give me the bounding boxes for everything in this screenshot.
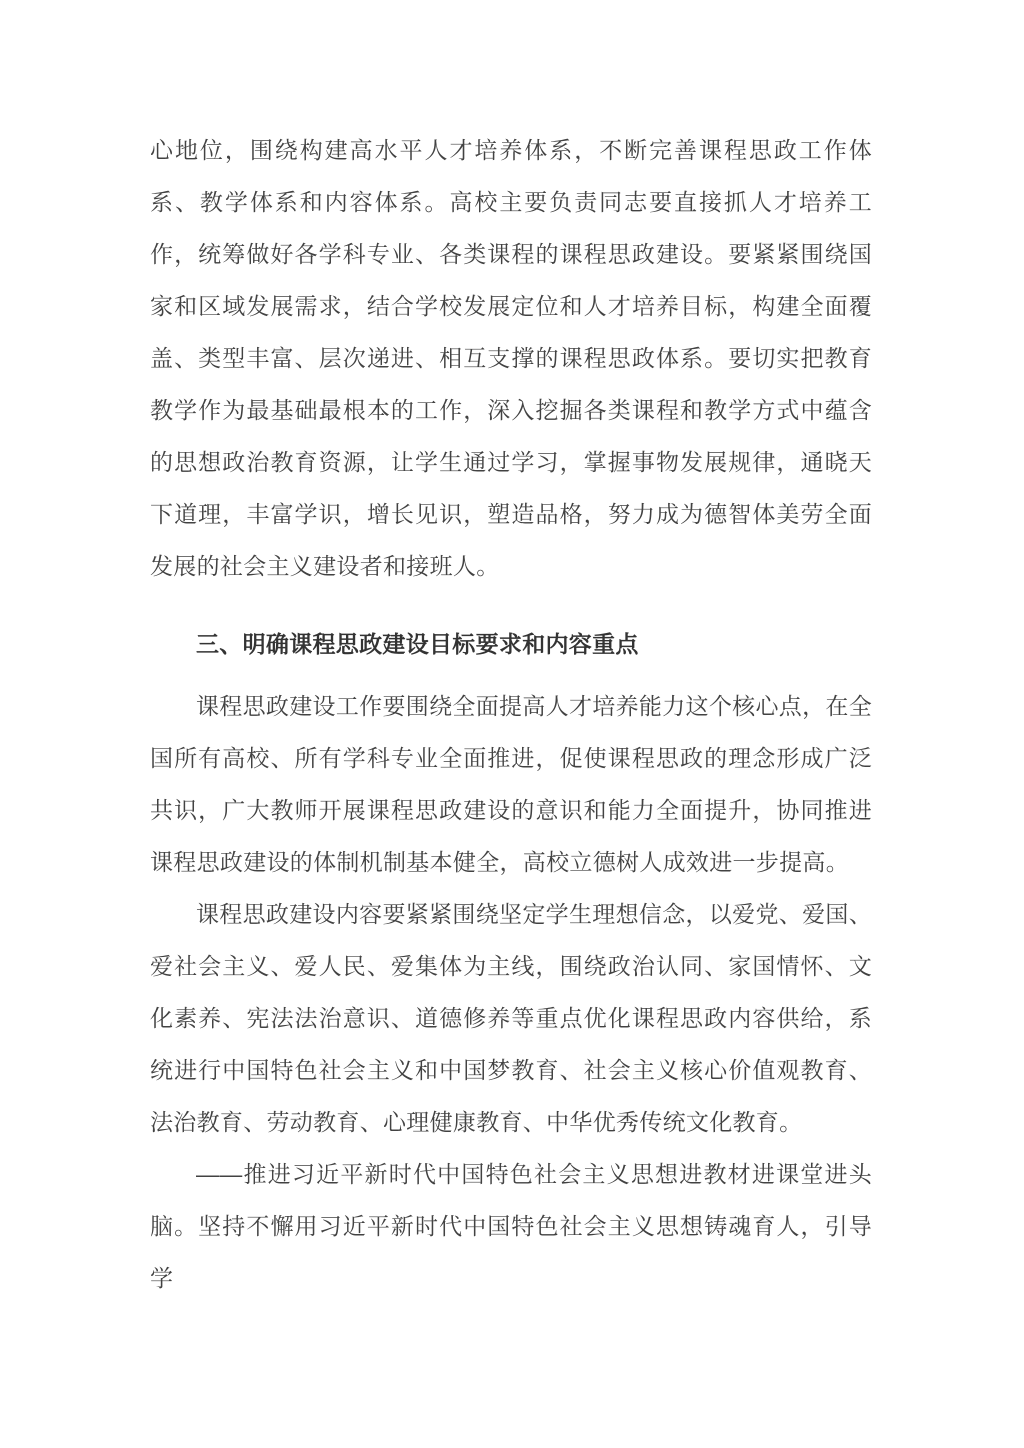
paragraph-goals-overview: 课程思政建设工作要围绕全面提高人才培养能力这个核心点，在全国所有高校、所有学科专业全面推进，促使课程思政的理念形成广泛共识，广大教师开展课程思政建设的意识和能力全面提升，协同推进课程思政建设的体制机制基本健全，高校立德树人成效进一步提高。 [150, 693, 872, 875]
section-heading: 三、明确课程思政建设目标要求和内容重点 [196, 631, 639, 657]
document-page [150, 124, 872, 1304]
paragraph-continued-from-previous-page: 心地位，围绕构建高水平人才培养体系，不断完善课程思政工作体系、教学体系和内容体系。高校主要负责同志要直接抓人才培养工作，统筹做好各学科专业、各类课程的课程思政建设。要紧紧围绕国家和区域发展需求，结合学校发展定位和人才培养目标，构建全面覆盖、类型丰富、层次递进、相互支撑的课程思政体系。要切实把教育教学作为最基础最根本的工作，深入挖掘各类课程和教学方式中蕴含的思想政治教育资源，让学生通过学习，掌握事物发展规律，通晓天下道理，丰富学识，增长见识，塑造品格，努力成为德智体美劳全面发展的社会主义建设者和接班人。 [150, 137, 872, 579]
paragraph-xi-thought-item: ——推进习近平新时代中国特色社会主义思想进教材进课堂进头脑。坚持不懈用习近平新时代中国特色社会主义思想铸魂育人，引导学 [150, 1161, 872, 1291]
paragraph-content-focus: 课程思政建设内容要紧紧围绕坚定学生理想信念，以爱党、爱国、爱社会主义、爱人民、爱集体为主线，围绕政治认同、家国情怀、文化素养、宪法法治意识、道德修养等重点优化课程思政内容供给，系统进行中国特色社会主义和中国梦教育、社会主义核心价值观教育、法治教育、劳动教育、心理健康教育、中华优秀传统文化教育。 [150, 901, 872, 1135]
